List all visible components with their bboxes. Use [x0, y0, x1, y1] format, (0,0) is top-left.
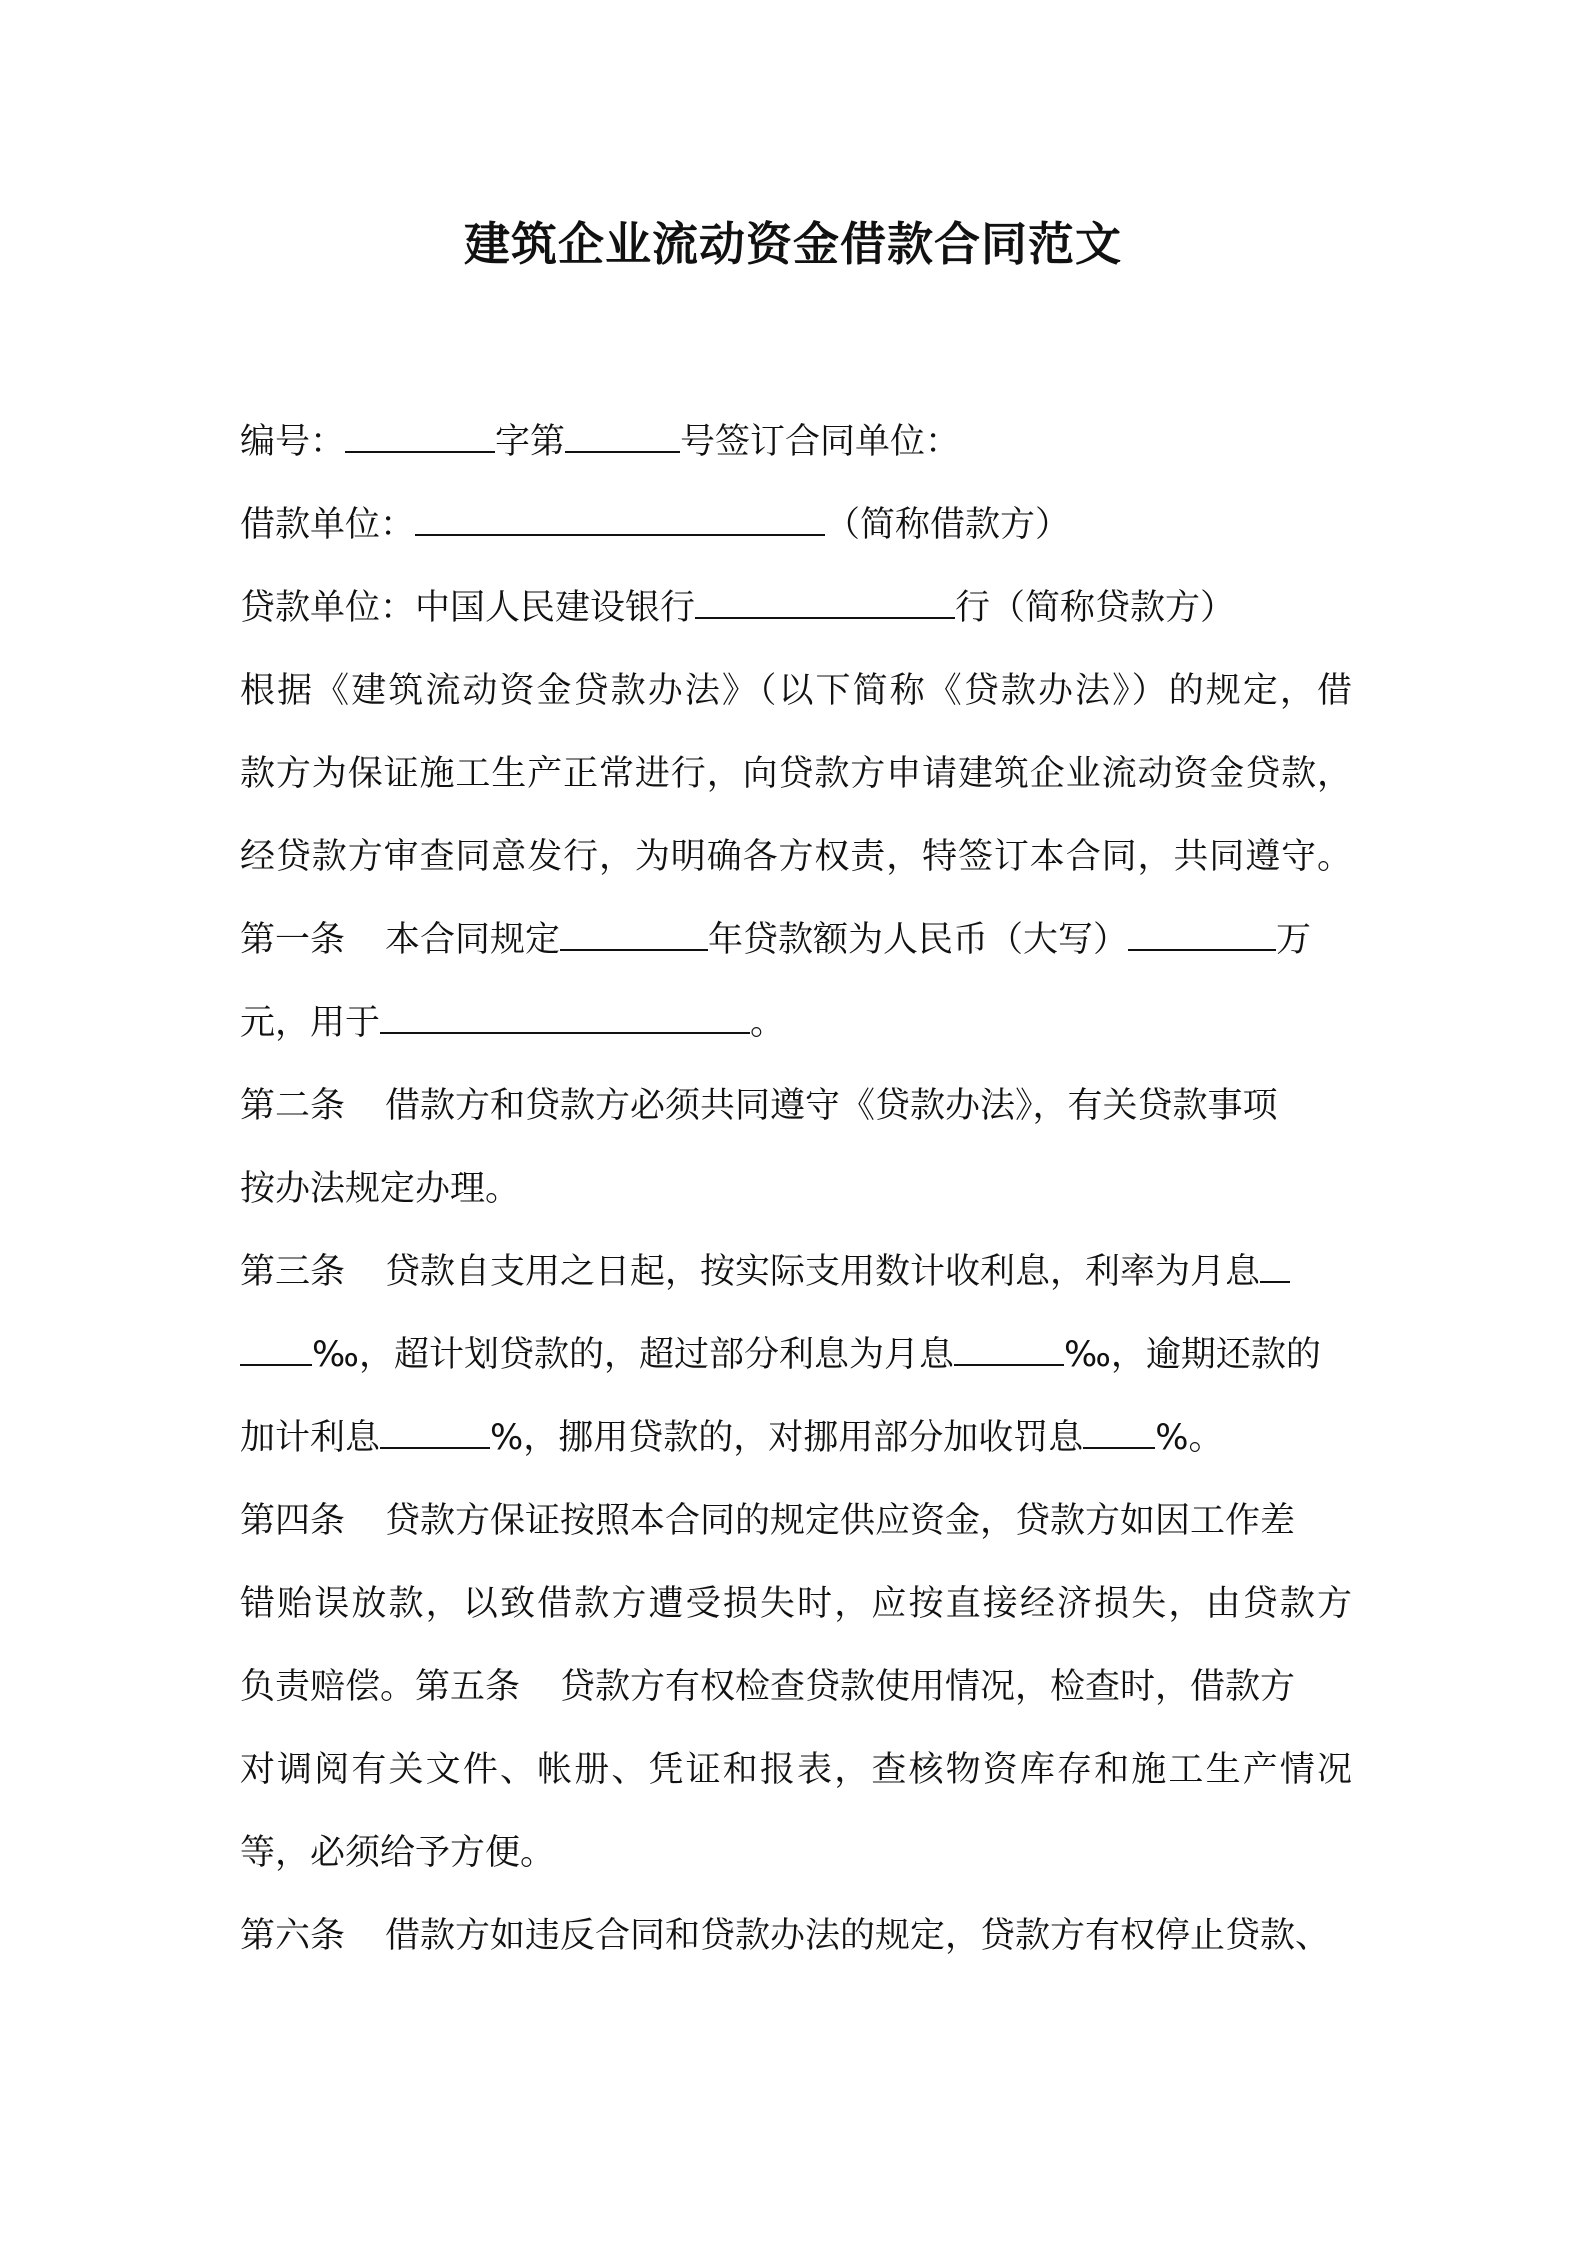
- article-6-line-1: [240, 1895, 1352, 1978]
- article-3-text-b: ‰，超计划贷款的，超过部分利息为月息: [312, 1335, 954, 1375]
- article-4-text-a: 贷款方保证按照本合同的规定供应资金，贷款方如因工作差: [385, 1501, 1296, 1541]
- article-6-label: 第六条: [240, 1916, 346, 1956]
- lender-branch-blank[interactable]: [695, 616, 955, 619]
- article-1-line-1: [240, 899, 1352, 982]
- article-3-line-3: [240, 1397, 1352, 1480]
- document-title: 建筑企业流动资金借款合同范文: [464, 217, 1122, 271]
- borrower-abbrev: （简称借款方）: [825, 505, 1071, 545]
- borrower-blank[interactable]: [415, 533, 825, 536]
- article-3-end: %。: [1155, 1418, 1224, 1458]
- article-4-line-1: [240, 1480, 1352, 1563]
- misuse-rate-blank[interactable]: [1083, 1446, 1155, 1449]
- article-3-text-c: ‰，逾期还款的: [1063, 1335, 1321, 1375]
- article-3-line-1: [240, 1231, 1352, 1314]
- article-5-line-3: 等，必须给予方便。: [240, 1833, 556, 1873]
- article-1-end: 。: [750, 1003, 786, 1043]
- article-3-text-e: %，挪用贷款的，对挪用部分加收罚息: [490, 1418, 1084, 1458]
- number-label: 编号：: [240, 422, 346, 462]
- loan-purpose-blank[interactable]: [380, 1031, 750, 1034]
- article-3-text-a: 贷款自支用之日起，按实际支用数计收利息，利率为月息: [385, 1252, 1261, 1292]
- signing-unit-label: 号签订合同单位：: [680, 422, 961, 462]
- article-4-5-line: [240, 1646, 1352, 1729]
- article-1-text-d: 元，用于: [240, 1003, 381, 1043]
- document-body: [240, 401, 1352, 1978]
- monthly-rate-blank-start[interactable]: [1260, 1280, 1290, 1283]
- article-4-label: 第四条: [240, 1501, 346, 1541]
- article-5-text-b: 贷款方有权检查贷款使用情况，检查时，借款方: [560, 1667, 1296, 1707]
- article-3-text-d: 加计利息: [240, 1418, 381, 1458]
- article-3-label: 第三条: [240, 1252, 346, 1292]
- borrower-label: 借款单位：: [240, 505, 416, 545]
- article-5-text-a: 负责赔偿。第五条: [240, 1667, 521, 1707]
- article-1-label: 第一条: [240, 920, 346, 960]
- number-seq-blank[interactable]: [565, 450, 680, 453]
- borrower-line: [240, 484, 1352, 567]
- number-mid-text: 字第: [495, 422, 566, 462]
- article-2-text-a: 借款方和贷款方必须共同遵守《贷款办法》，有关贷款事项: [385, 1086, 1278, 1126]
- lender-line: [240, 567, 1352, 650]
- article-1-text-a: 本合同规定: [385, 920, 561, 960]
- article-2-label: 第二条: [240, 1086, 346, 1126]
- article-5-line-2: 对调阅有关文件、帐册、凭证和报表，查核物资库存和施工生产情况: [240, 1750, 1352, 1790]
- overplan-rate-blank[interactable]: [954, 1363, 1064, 1366]
- preamble-line-1: 根据《建筑流动资金贷款办法》（以下简称《贷款办法》）的规定，借: [240, 671, 1352, 711]
- article-1-line-2: [240, 982, 1352, 1065]
- contract-number-line: [240, 401, 1352, 484]
- article-1-text-c: 万: [1276, 920, 1312, 960]
- overdue-rate-blank[interactable]: [380, 1446, 490, 1449]
- article-6-text-a: 借款方如违反合同和贷款办法的规定，贷款方有权停止贷款、: [385, 1916, 1331, 1956]
- preamble-line-3: 经贷款方审查同意发行，为明确各方权责，特签订本合同，共同遵守。: [240, 837, 1352, 877]
- loan-year-blank[interactable]: [560, 948, 708, 951]
- number-blank[interactable]: [345, 450, 495, 453]
- article-4-line-2: 错贻误放款，以致借款方遭受损失时，应按直接经济损失，由贷款方: [240, 1584, 1352, 1624]
- preamble-line-2: 款方为保证施工生产正常进行，向贷款方申请建筑企业流动资金贷款，: [240, 754, 1352, 794]
- monthly-rate-blank[interactable]: [240, 1363, 312, 1366]
- article-1-text-b: 年贷款额为人民币（大写）: [708, 920, 1129, 960]
- loan-amount-blank[interactable]: [1128, 948, 1276, 951]
- article-2-line-2: 按办法规定办理。: [240, 1169, 521, 1209]
- lender-abbrev: 行（简称贷款方）: [955, 588, 1236, 628]
- article-3-line-2: [240, 1314, 1352, 1397]
- article-2-line-1: [240, 1065, 1352, 1148]
- lender-label: 贷款单位：中国人民建设银行: [240, 588, 696, 628]
